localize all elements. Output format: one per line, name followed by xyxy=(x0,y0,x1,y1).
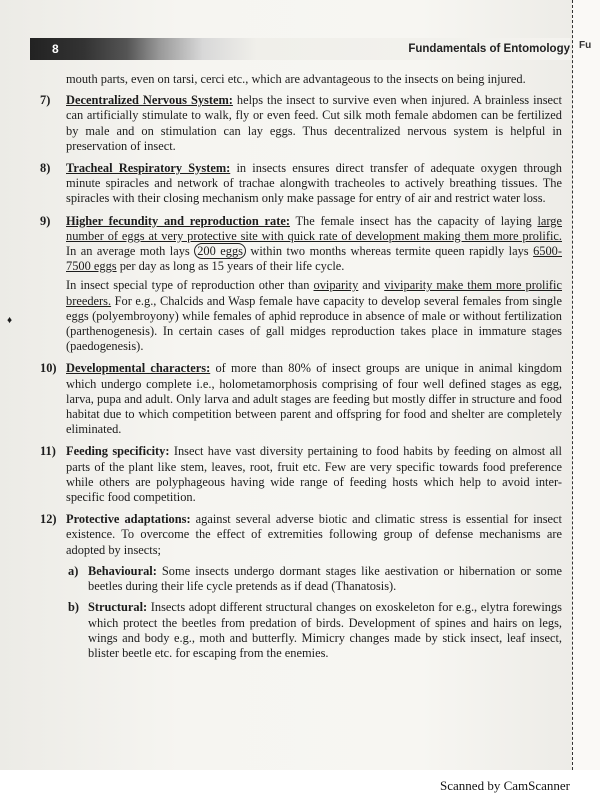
item-number: 9) xyxy=(40,213,51,228)
underlined-text: large number of eggs at very protective site with quick rate of development making them more prolific. xyxy=(66,213,562,243)
item-text: against several adverse biotic and climatic stress is essential for insect existence. To overcome the effect of extremities following group of defense mechanisms are adopted by insects; xyxy=(66,512,562,557)
item-heading: Feeding specificity: xyxy=(66,444,170,459)
item-heading: Tracheal Respiratory System: xyxy=(66,161,231,176)
item-text: Insect have vast diversity pertaining to food habits by feeding on almost all parts of the plant like stem, leaves, root, fruit etc. Few are very specific towards food preference while others are polyphageous having wide range of feeding hosts which help to avoid inter-specific food competition. xyxy=(66,444,562,505)
underlined-text: 6500-7500 eggs xyxy=(66,244,562,274)
list-item-11 xyxy=(40,444,562,505)
item-number: 10) xyxy=(40,361,57,376)
list-item-7 xyxy=(40,93,562,154)
list-item-9 xyxy=(40,214,562,355)
item-number: 12) xyxy=(40,512,57,527)
margin-dot: ♦ xyxy=(7,315,13,326)
item-text: The female insect has the capacity of laying xyxy=(289,213,538,228)
item-text: In insect special type of reproduction other than xyxy=(66,278,314,293)
book-title: Fundamentals of Entomology xyxy=(408,43,570,55)
page-content xyxy=(40,72,562,668)
adjacent-page-edge xyxy=(572,0,600,770)
item-text: and xyxy=(358,278,385,293)
sub-item-text: Insects adopt different structural changes on exoskeleton for e.g., elytra forewings which protect the beetles from predation of birds. Development of spines and hairs on legs, wings and body e.g., moth and butterfly. Mimicry changes made by stick insect, leaf insect, blister beetle etc. for escaping from the enemies. xyxy=(88,600,562,660)
sub-item-letter: b) xyxy=(68,600,80,615)
item-text: In an average moth lays xyxy=(66,244,195,259)
page-number: 8 xyxy=(52,42,59,56)
item-text: helps the insect to survive even when injured. A brainless insect can artificially stimulate to walk, fly or even feed. Cut silk moth female abdomen can be fertilized by male and on stimulation can lay eggs. Thus decentralized nervous system is helpful in preservation of insect. xyxy=(66,93,562,153)
item-heading: Decentralized Nervous System: xyxy=(66,93,233,108)
circled-text: 200 eggs xyxy=(194,243,246,259)
list-item-12 xyxy=(40,512,562,661)
item-heading: Developmental characters: xyxy=(66,361,211,376)
intro-text: mouth parts, even on tarsi, cerci etc., which are advantageous to the insects on being injured. xyxy=(66,72,526,86)
sub-item-heading: Structural: xyxy=(88,600,148,615)
scanner-watermark: Scanned by CamScanner xyxy=(440,778,570,793)
item-text: within two months whereas termite queen rapidly lays xyxy=(245,244,534,259)
item-heading: Higher fecundity and reproduction rate: xyxy=(66,213,290,228)
item-text: in insects ensures direct transfer of adequate oxygen through minute spiracles and network of trachae alongwith tracheoles to actively breathing tissues. The spiracles with their closing mechanism only make passage for entry of air and restrict water loss. xyxy=(66,161,562,206)
item-heading: Protective adaptations: xyxy=(66,512,191,527)
list-item-10 xyxy=(40,361,562,437)
list-item-8 xyxy=(40,161,562,207)
item-text: For e.g., Chalcids and Wasp female have capacity to develop several females from single eggs (polyembroyony) while females of aphid reproduce in absence of male or without fertilization (parthenogenesis). In certain cases of gall midges reproduction takes place in immature stages (paedogenesis). xyxy=(66,293,562,354)
sub-item-behavioural xyxy=(66,564,562,594)
sub-item-structural xyxy=(66,600,562,661)
sub-item-text: Some insects undergo dormant stages like aestivation or hibernation or some beetles during their life cycle pretends as if dead (Thanatosis). xyxy=(88,563,562,594)
underlined-text: viviparity make them more prolific breeders. xyxy=(66,278,563,308)
sub-item-letter: a) xyxy=(68,563,79,578)
item-text: per day as long as 15 years of their life cycle. xyxy=(116,259,345,274)
underlined-text: oviparity xyxy=(313,278,359,293)
item-number: 8) xyxy=(40,161,51,176)
adjacent-page-title: Fu xyxy=(579,40,592,51)
item-number: 11) xyxy=(40,444,56,459)
item-text: of more than 80% of insect groups are unique in animal kingdom which undergo complete i.e., holometamorphosis comprising of four well defined stages as egg, larva, pupa and adult. Only larva and adult stages are feeding but mostly differ in structure and food habitat due to which competition between parent and offspring for food and shelter are completely eliminated. xyxy=(66,361,562,437)
sub-item-heading: Behavioural: xyxy=(88,563,157,578)
item-number: 7) xyxy=(40,93,51,108)
